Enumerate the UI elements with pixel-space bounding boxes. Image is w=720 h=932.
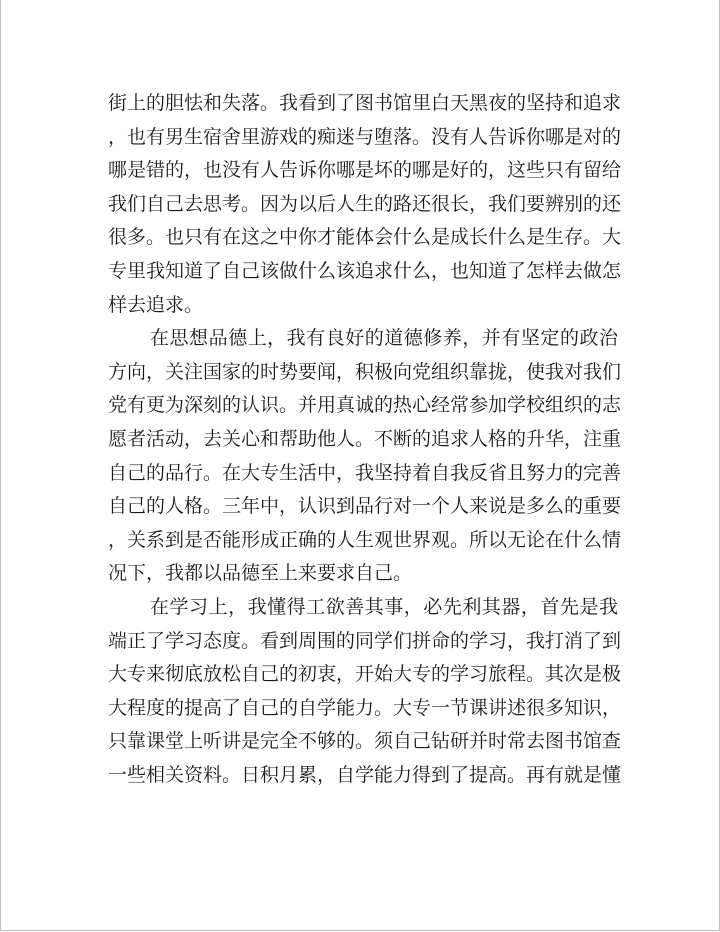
text-line: ，关系到是否能形成正确的人生观世界观。所以无论在什么情	[108, 528, 622, 551]
text-line: 方向，关注国家的时势要闻，积极向党组织靠拢，使我对我们	[108, 360, 622, 383]
text-line: 一些相关资料。日积月累，自学能力得到了提高。再有就是懂	[108, 763, 622, 786]
text-line: 自己的品行。在大专生活中，我坚持着自我反省且努力的完善	[108, 461, 622, 484]
text-line: 党有更为深刻的认识。并用真诚的热心经常参加学校组织的志	[108, 394, 622, 417]
text-line: 只靠课堂上听讲是完全不够的。须自己钻研并时常去图书馆查	[108, 730, 622, 753]
text-line: ，也有男生宿舍里游戏的痴迷与堕落。没有人告诉你哪是对的	[108, 125, 622, 148]
text-line: 我们自己去思考。因为以后人生的路还很长，我们要辨别的还	[108, 192, 622, 215]
text-line: 街上的胆怯和失落。我看到了图书馆里白天黑夜的坚持和追求	[108, 92, 622, 114]
text-line: 很多。也只有在这之中你才能体会什么是成长什么是生存。大	[108, 226, 622, 249]
text-line: 在学习上，我懂得工欲善其事，必先利其器，首先是我	[150, 595, 618, 618]
text-line: 专里我知道了自己该做什么该追求什么，也知道了怎样去做怎	[108, 259, 622, 282]
text-line: 自己的人格。三年中，认识到品行对一个人来说是多么的重要	[108, 495, 622, 518]
text-line: 大专来彻底放松自己的初衷，开始大专的学习旅程。其次是极	[108, 663, 622, 686]
text-line: 端正了学习态度。看到周围的同学们拼命的学习，我打消了到	[108, 629, 622, 652]
text-line: 大程度的提高了自己的自学能力。大专一节课讲述很多知识，	[108, 696, 622, 719]
text-line: 况下，我都以品德至上来要求自己。	[108, 562, 413, 585]
text-line: 样去追求。	[108, 293, 204, 316]
text-line: 哪是错的，也没有人告诉你哪是坏的哪是好的，这些只有留给	[108, 159, 622, 182]
text-line: 愿者活动，去关心和帮助他人。不断的追求人格的升华，注重	[108, 427, 622, 450]
body-text	[108, 87, 622, 792]
text-line: 在思想品德上，我有良好的道德修养，并有坚定的政治	[150, 327, 618, 350]
